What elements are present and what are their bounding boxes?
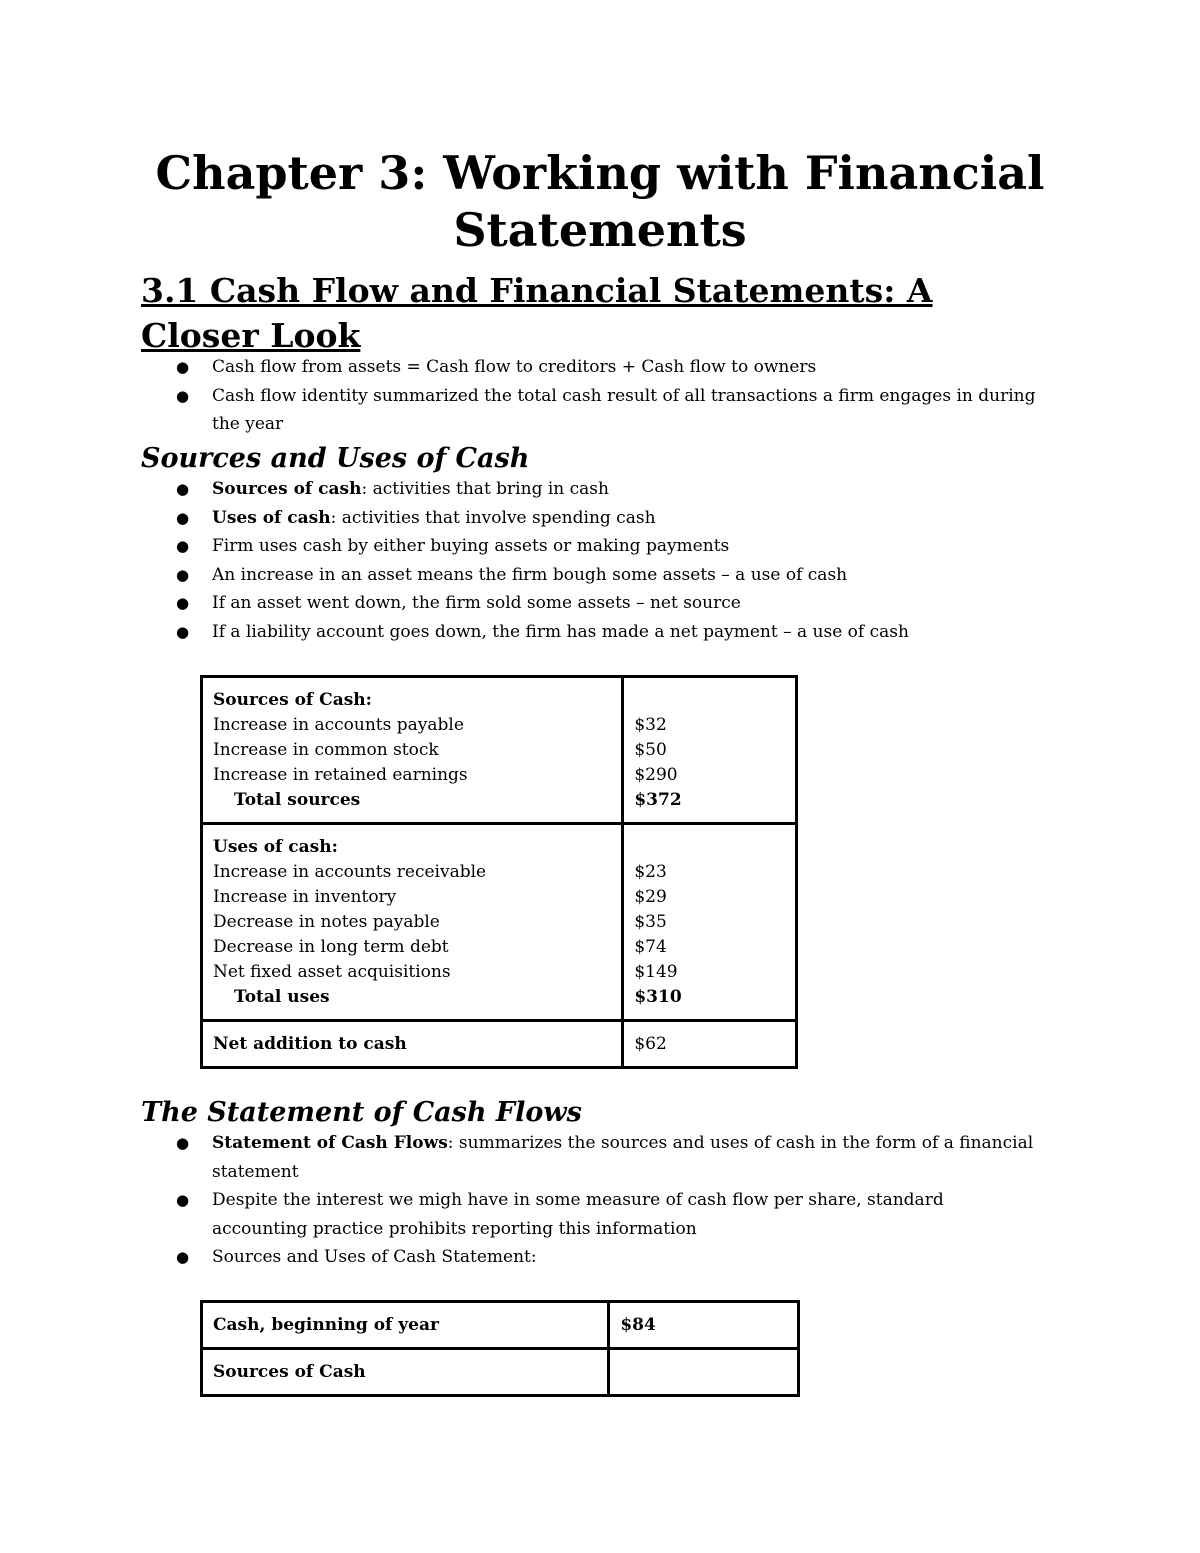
list-item: ● If a liability account goes down, the firm has made a net payment – a use of cash bbox=[141, 618, 1041, 647]
net-value-cell: $62 bbox=[623, 1021, 797, 1068]
list-item: ● Sources and Uses of Cash Statement: bbox=[141, 1243, 1041, 1272]
page-title: Chapter 3: Working with Financial Statements bbox=[155, 146, 1045, 257]
sources-uses-table bbox=[200, 675, 798, 1069]
section-bullet-list bbox=[141, 353, 1041, 439]
list-item: ● Cash flow from assets = Cash flow to creditors + Cash flow to owners bbox=[141, 353, 1041, 382]
bullet-icon: ● bbox=[176, 1134, 190, 1152]
list-item: ● Despite the interest we migh have in some measure of cash flow per share, standard accounting practice prohibits reporting this information bbox=[141, 1186, 1041, 1243]
bullet-icon: ● bbox=[176, 594, 190, 612]
table-cell bbox=[609, 1349, 799, 1396]
table-cell: Cash, beginning of year bbox=[202, 1302, 609, 1349]
sources-uses-heading: Sources and Uses of Cash bbox=[141, 443, 530, 474]
bullet-icon: ● bbox=[176, 480, 190, 498]
bullet-icon: ● bbox=[176, 622, 190, 641]
table-row bbox=[202, 1302, 799, 1349]
table-row bbox=[202, 824, 797, 1021]
bullet-icon: ● bbox=[176, 386, 190, 405]
bullet-icon: ● bbox=[176, 508, 190, 527]
table-row bbox=[202, 677, 797, 824]
bullet-icon: ● bbox=[176, 565, 190, 584]
bullet-icon: ● bbox=[176, 537, 190, 555]
list-item: ● Firm uses cash by either buying assets or making payments bbox=[141, 532, 1041, 561]
sources-value-cell: $32 $50 $290 $372 bbox=[623, 677, 797, 824]
list-item: ● Cash flow identity summarized the total cash result of all transactions a firm engages in during the year bbox=[141, 382, 1041, 439]
list-item: ● Uses of cash: activities that involve spending cash bbox=[141, 504, 1041, 533]
bullet-icon: ● bbox=[176, 1191, 190, 1209]
uses-label-cell: Uses of cash: Increase in accounts receivable Increase in inventory Decrease in notes payable Decrease in long term debt Net fixed asset acquisitions Total uses bbox=[202, 824, 623, 1021]
net-label-cell: Net addition to cash bbox=[202, 1021, 623, 1068]
table-row bbox=[202, 1349, 799, 1396]
bullet-icon: ● bbox=[176, 358, 190, 376]
list-item: ● Statement of Cash Flows: summarizes the sources and uses of cash in the form of a financial statement bbox=[141, 1129, 1041, 1186]
section-heading: 3.1 Cash Flow and Financial Statements: A Closer Look bbox=[141, 271, 933, 355]
sources-label-cell: Sources of Cash: Increase in accounts payable Increase in common stock Increase in retained earnings Total sources bbox=[202, 677, 623, 824]
uses-value-cell: $23 $29 $35 $74 $149 $310 bbox=[623, 824, 797, 1021]
sources-uses-bullet-list bbox=[141, 475, 1041, 646]
bullet-icon: ● bbox=[176, 1248, 190, 1266]
statement-bullet-list bbox=[141, 1129, 1041, 1272]
table-row bbox=[202, 1021, 797, 1068]
cash-statement-table bbox=[200, 1300, 800, 1397]
list-item: ● Sources of cash: activities that bring in cash bbox=[141, 475, 1041, 504]
table-cell: Sources of Cash bbox=[202, 1349, 609, 1396]
table-cell: $84 bbox=[609, 1302, 799, 1349]
statement-heading: The Statement of Cash Flows bbox=[141, 1097, 582, 1128]
list-item: ● An increase in an asset means the firm bough some assets – a use of cash bbox=[141, 561, 1041, 590]
list-item: ● If an asset went down, the firm sold some assets – net source bbox=[141, 589, 1041, 618]
